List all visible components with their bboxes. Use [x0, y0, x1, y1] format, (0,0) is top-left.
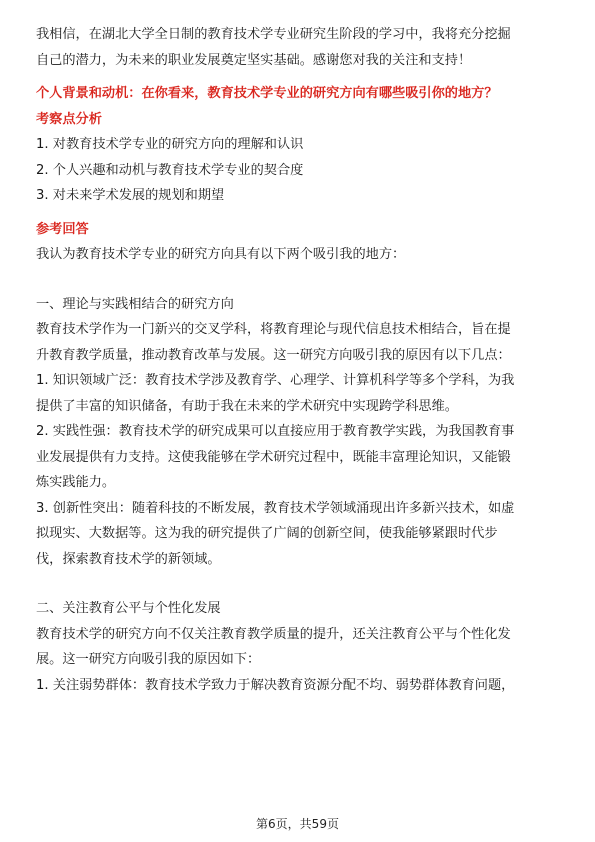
section-1-line: 1. 知识领域广泛：教育技术学涉及教育学、心理学、计算机科学等多个学科，为我	[36, 373, 515, 388]
answer-title: 参考回答	[36, 221, 89, 237]
analysis-item: 1. 对教育技术学专业的研究方向的理解和认识	[36, 137, 304, 152]
section-1-line: 3. 创新性突出：随着科技的不断发展，教育技术学领域涌现出许多新兴技术，如虚	[36, 500, 515, 516]
section-1-line: 拟现实、大数据等。这为我的研究提供了广阔的创新空间，使我能够紧跟时代步	[36, 526, 498, 541]
section-1-line: 教育技术学作为一门新兴的交叉学科，将教育理论与现代信息技术相结合，旨在提	[36, 322, 511, 337]
intro-line-1: 我相信，在湖北大学全日制的教育技术学专业研究生阶段的学习中，我将充分挖掘	[36, 27, 511, 42]
section-1-title: 一、理论与实践相结合的研究方向	[36, 296, 234, 312]
section-2-line: 1. 关注弱势群体：教育技术学致力于解决教育资源分配不均、弱势群体教育问题，	[36, 677, 515, 693]
analysis-item: 3. 对未来学术发展的规划和期望	[36, 188, 225, 203]
section-2-line: 教育技术学的研究方向不仅关注教育教学质量的提升，还关注教育公平与个性化发	[36, 626, 511, 642]
section-1-line: 伐，探索教育技术学的新领域。	[36, 551, 221, 567]
section-2-line: 展。这一研究方向吸引我的原因如下：	[36, 652, 261, 667]
page-footer: 第6页，共59页	[256, 817, 339, 831]
analysis-title: 考察点分析	[36, 111, 102, 127]
section-1-line: 炼实践能力。	[36, 475, 116, 490]
section-1-line: 业发展提供有力支持。这使我能够在学术研究过程中，既能丰富理论知识，又能锻	[36, 449, 511, 465]
section-1-line: 2. 实践性强：教育技术学的研究成果可以直接应用于教育教学实践，为我国教育事	[36, 424, 515, 439]
section-1-line: 提供了丰富的知识储备，有助于我在未来的学术研究中实现跨学科思维。	[36, 398, 458, 414]
answer-intro: 我认为教育技术学专业的研究方向具有以下两个吸引我的地方：	[36, 247, 406, 262]
question-heading: 个人背景和动机：在你看来，教育技术学专业的研究方向有哪些吸引你的地方？	[36, 86, 498, 101]
intro-line-2: 自己的潜力，为未来的职业发展奠定坚实基础。感谢您对我的关注和支持！	[36, 52, 472, 68]
section-1-line: 升教育教学质量，推动教育改革与发展。这一研究方向吸引我的原因有以下几点：	[36, 347, 511, 363]
analysis-item: 2. 个人兴趣和动机与教育技术学专业的契合度	[36, 162, 304, 178]
section-2-title: 二、关注教育公平与个性化发展	[36, 601, 221, 616]
document-body	[36, 22, 559, 698]
